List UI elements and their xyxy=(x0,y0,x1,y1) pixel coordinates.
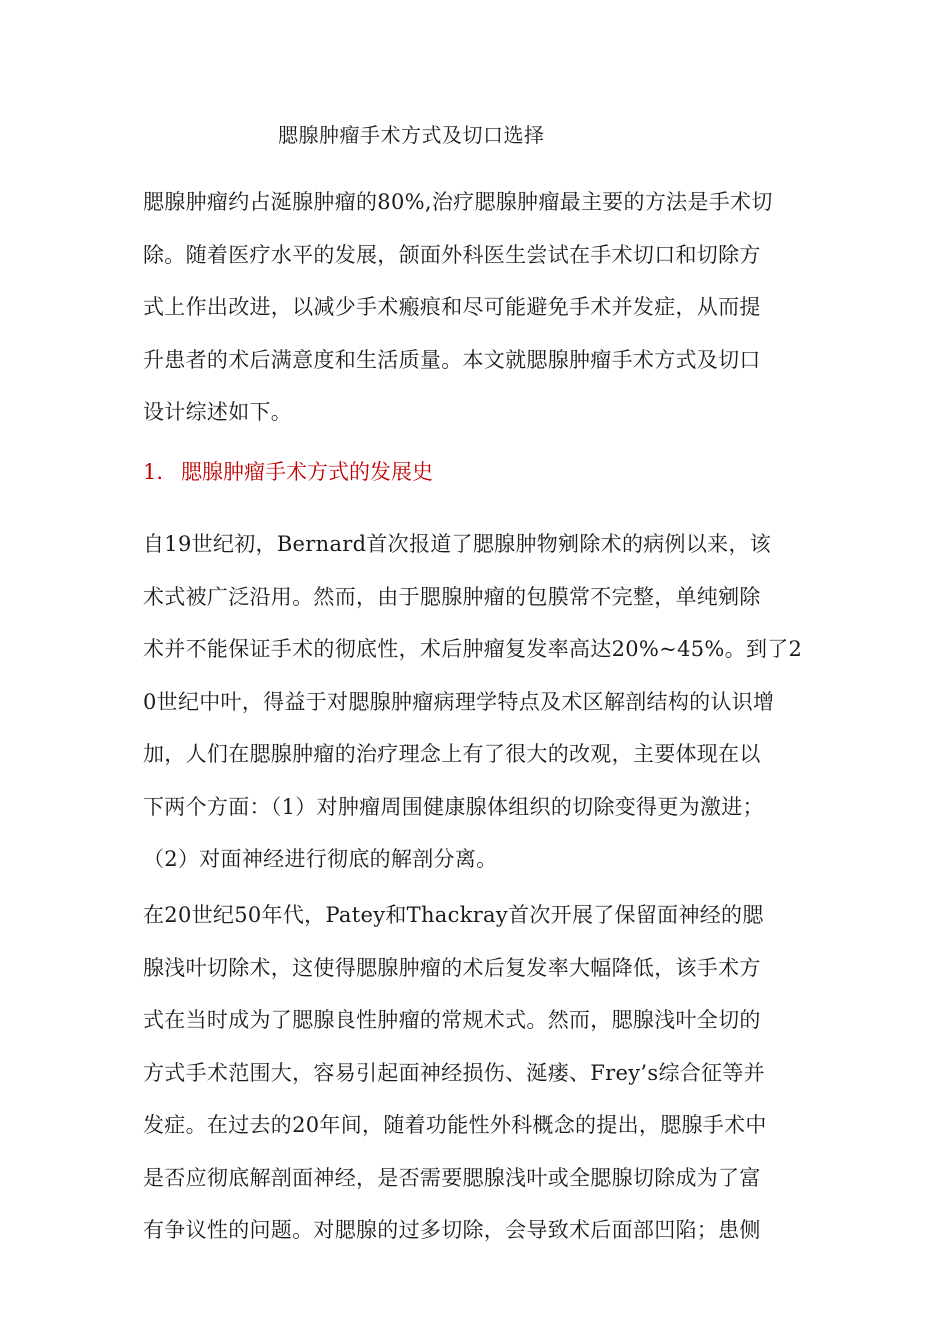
paragraph-line: 式在当时成为了腮腺良性肿瘤的常规术式。然而，腮腺浅叶全切的 xyxy=(143,1008,761,1032)
paragraph-line: 下两个方面：（1）对肿瘤周围健康腺体组织的切除变得更为激进； xyxy=(143,794,764,819)
paragraph-line: 有争议性的问题。对腮腺的过多切除，会导致术后面部凹陷；患侧 xyxy=(143,1218,761,1242)
paragraph-line: 腮腺肿瘤约占涎腺肿瘤的80%,治疗腮腺肿瘤最主要的方法是手术切 xyxy=(143,190,773,214)
surgery-paragraph xyxy=(143,889,813,1257)
paragraph-line: 术式被广泛沿用。然而，由于腮腺肿瘤的包膜常不完整，单纯剜除 xyxy=(143,584,761,609)
paragraph-line: 腺浅叶切除术，这使得腮腺肿瘤的术后复发率大幅降低，该手术方 xyxy=(143,955,761,980)
paragraph-line: （2）对面神经进行彻底的解剖分离。 xyxy=(143,847,498,871)
paragraph-line: 是否应彻底解剖面神经，是否需要腮腺浅叶或全腮腺切除成为了富 xyxy=(143,1165,761,1190)
paragraph-line: 0世纪中叶，得益于对腮腺肿瘤病理学特点及术区解剖结构的认识增 xyxy=(143,689,775,714)
section-number: 1. xyxy=(143,460,164,484)
paragraph-line: 除。随着医疗水平的发展，颌面外科医生尝试在手术切口和切除方 xyxy=(143,242,761,267)
intro-paragraph xyxy=(143,176,813,439)
paragraph-line: 方式手术范围大，容易引起面神经损伤、涎瘘、Frey’s综合征等并 xyxy=(143,1060,765,1085)
history-paragraph xyxy=(143,518,813,886)
paragraph-line: 升患者的术后满意度和生活质量。本文就腮腺肿瘤手术方式及切口 xyxy=(143,347,761,372)
section-title: 腮腺肿瘤手术方式的发展史 xyxy=(181,460,434,484)
paragraph-line: 自19世纪初，Bernard首次报道了腮腺肿物剜除术的病例以来，该 xyxy=(143,532,772,556)
document-title: 腮腺肿瘤手术方式及切口选择 xyxy=(278,123,545,147)
paragraph-line: 加，人们在腮腺肿瘤的治疗理念上有了很大的改观，主要体现在以 xyxy=(143,742,761,766)
paragraph-line: 发症。在过去的20年间，随着功能性外科概念的提出，腮腺手术中 xyxy=(143,1113,767,1137)
section-heading xyxy=(143,452,433,492)
paragraph-line: 术并不能保证手术的彻底性，术后肿瘤复发率高达20%~45%。到了2 xyxy=(143,637,803,661)
paragraph-line: 式上作出改进，以减少手术瘢痕和尽可能避免手术并发症，从而提 xyxy=(143,295,761,319)
paragraph-line: 在20世纪50年代，Patey和Thackray首次开展了保留面神经的腮 xyxy=(143,903,764,927)
paragraph-line: 设计综述如下。 xyxy=(143,400,293,424)
